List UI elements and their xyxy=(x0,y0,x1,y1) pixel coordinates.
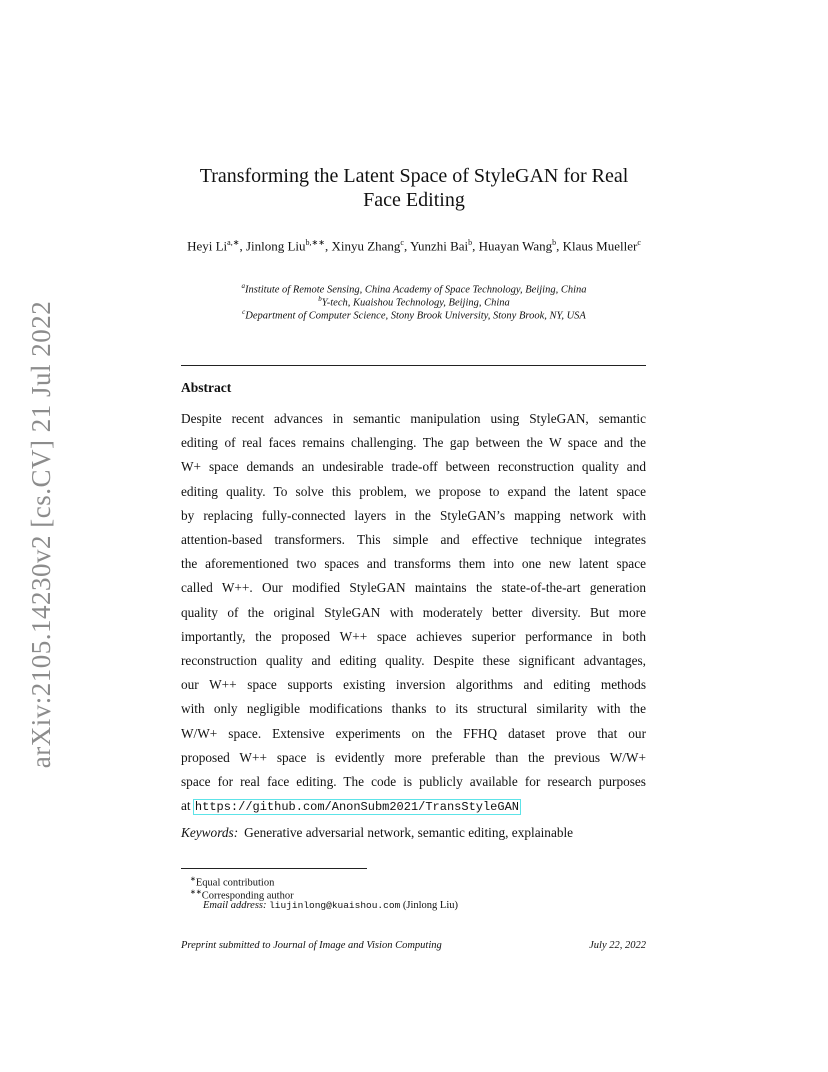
author-name: Huayan Wang xyxy=(478,238,553,254)
affiliation-text: Y-tech, Kuaishou Technology, Beijing, China xyxy=(321,297,510,309)
author-separator: , xyxy=(324,238,332,254)
author-list xyxy=(160,234,668,255)
author-affiliation-mark: c xyxy=(637,238,641,247)
preprint-note: Preprint submitted to Journal of Image and Vision Computing xyxy=(181,940,442,951)
abstract-line: space for real face editing. The code is publicly available for research purposes xyxy=(181,774,646,790)
keywords-label: Keywords: xyxy=(181,825,239,840)
email-label: Email address: xyxy=(203,900,267,911)
author-name: Heyi Li xyxy=(187,238,228,254)
title-line-2: Face Editing xyxy=(363,189,465,211)
abstract-line: W/W+ space. Extensive experiments on the FFHQ dataset prove that our xyxy=(181,725,646,741)
abstract-line: attention-based transformers. This simple and effective technique integrates xyxy=(181,532,646,548)
abstract-line: reconstruction quality and editing quality. Despite these significant advantages, xyxy=(181,653,646,669)
affiliation-mark: b xyxy=(318,295,322,303)
author-affiliation-mark: c xyxy=(400,238,404,247)
abstract-line: with only negligible modifications thanks to its structural similarity with the xyxy=(181,701,646,717)
abstract-line: W+ space demands an undesirable trade-off between reconstruction quality and xyxy=(181,459,646,475)
paper-title xyxy=(160,164,668,212)
keywords-text: Generative adversarial network, semantic editing, explainable xyxy=(244,825,574,840)
author-separator: , xyxy=(239,238,246,254)
abstract-line: proposed W++ space is evidently more preferable than the previous W/W+ xyxy=(181,749,646,765)
arxiv-identifier-stamp xyxy=(22,294,62,774)
email-link[interactable]: liujinlong@kuaishou.com xyxy=(269,900,401,911)
author-separator: , xyxy=(472,238,479,254)
email-owner: (Jinlong Liu) xyxy=(402,900,458,911)
footnote-mark: ∗∗ xyxy=(190,888,202,896)
abstract-line: Despite recent advances in semantic manipulation using StyleGAN, semantic xyxy=(181,411,646,426)
horizontal-rule xyxy=(181,365,646,366)
affiliation-mark: a xyxy=(241,282,245,290)
abstract-line: quality of the original StyleGAN with moderately better diversity. But more xyxy=(181,604,646,620)
author-separator: , xyxy=(556,238,563,254)
abstract-link-prefix: at xyxy=(181,798,194,814)
affiliation-c xyxy=(160,306,668,323)
keywords xyxy=(181,825,573,841)
abstract-line: our W++ space supports existing inversion algorithms and editing methods xyxy=(181,677,646,693)
abstract-heading: Abstract xyxy=(181,380,232,395)
footnote-mark: ∗ xyxy=(190,875,196,883)
abstract-line: editing quality. To solve this problem, we propose to expand the latent space xyxy=(181,483,646,499)
abstract-body xyxy=(181,407,646,819)
footnote-rule xyxy=(181,868,367,869)
abstract-line: the aforementioned two spaces and transforms them into one new latent space xyxy=(181,556,646,572)
author-affiliation-mark: a,∗ xyxy=(227,238,240,247)
code-repository-link[interactable]: https://github.com/AnonSubm2021/TransStyleGAN xyxy=(194,800,519,815)
arxiv-stamp-text: arXiv:2105.14230v2 [cs.CV] 21 Jul 2022 xyxy=(26,300,57,768)
footnote-text: Corresponding author xyxy=(201,890,294,902)
abstract-last-line xyxy=(181,794,646,819)
title-line-1: Transforming the Latent Space of StyleGAN for Real xyxy=(199,165,629,187)
abstract-line: editing of real faces remains challenging. The gap between the W space and the xyxy=(181,435,646,451)
author-name: Jinlong Liu xyxy=(245,238,306,254)
author-name: Klaus Mueller xyxy=(562,238,638,254)
author-name: Yunzhi Bai xyxy=(410,238,469,254)
author-separator: , xyxy=(403,238,410,254)
author-name: Xinyu Zhang xyxy=(331,238,401,254)
footer-date: July 22, 2022 xyxy=(589,940,646,951)
affiliation-text: Institute of Remote Sensing, China Academy of Space Technology, Beijing, China xyxy=(245,284,587,296)
abstract-line: called W++. Our modified StyleGAN maintains the state-of-the-art generation xyxy=(181,580,646,596)
affiliation-mark: c xyxy=(242,308,246,316)
footnote-text: Equal contribution xyxy=(195,877,275,889)
abstract-line: importantly, the proposed W++ space achieves superior performance in both xyxy=(181,628,646,644)
author-affiliation-mark: b xyxy=(552,238,557,247)
abstract-line: by replacing fully-connected layers in the StyleGAN’s mapping network with xyxy=(181,507,646,523)
footnote-email xyxy=(203,899,458,912)
author-affiliation-mark: b,∗∗ xyxy=(305,238,325,247)
author-affiliation-mark: b xyxy=(468,238,473,247)
affiliation-text: Department of Computer Science, Stony Brook University, Stony Brook, NY, USA xyxy=(245,310,586,322)
